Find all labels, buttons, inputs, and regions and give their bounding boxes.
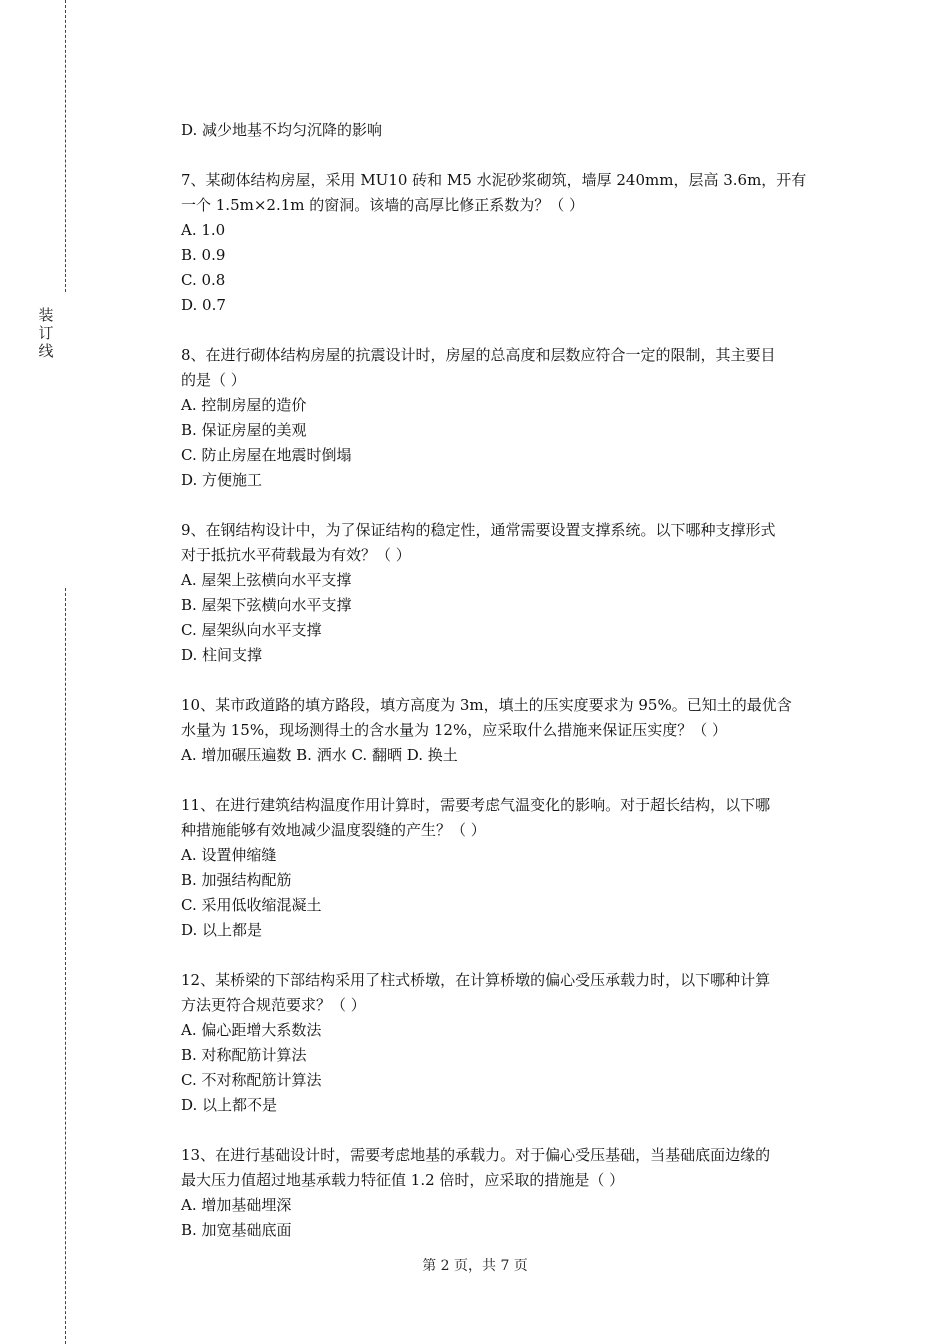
option: D. 柱间支撑: [181, 646, 263, 664]
binding-char: 装: [38, 306, 54, 324]
option: C. 0.8: [181, 271, 226, 289]
question-8: [181, 343, 841, 493]
question-stem-line: 水量为 15%，现场测得土的含水量为 12%，应采取什么措施来保证压实度？（ ）: [181, 721, 727, 739]
binding-dashed-line-top: [65, 0, 66, 292]
option: D. 以上都不是: [181, 1096, 278, 1114]
option: A. 偏心距增大系数法: [181, 1021, 322, 1039]
option: C. 屋架纵向水平支撑: [181, 621, 322, 639]
question-stem-line: 9、在钢结构设计中，为了保证结构的稳定性，通常需要设置支撑系统。以下哪种支撑形式: [181, 521, 776, 539]
question-12: [181, 968, 841, 1118]
option: A. 增加基础埋深: [181, 1196, 292, 1214]
option: A. 控制房屋的造价: [181, 396, 307, 414]
option: B. 保证房屋的美观: [181, 421, 307, 439]
question-stem-line: 一个 1.5m×2.1m 的窗洞。该墙的高厚比修正系数为？（ ）: [181, 196, 585, 214]
question-stem-line: 13、在进行基础设计时，需要考虑地基的承载力。对于偏心受压基础，当基础底面边缘的: [181, 1146, 771, 1164]
option: B. 0.9: [181, 246, 226, 264]
question-stem-line: 方法更符合规范要求？（ ）: [181, 996, 366, 1014]
option: A. 屋架上弦横向水平支撑: [181, 571, 352, 589]
question-stem-line: 8、在进行砌体结构房屋的抗震设计时，房屋的总高度和层数应符合一定的限制，其主要目: [181, 346, 776, 364]
question-stem-line: 最大压力值超过地基承载力特征值 1.2 倍时，应采取的措施是（ ）: [181, 1171, 625, 1189]
question-11: [181, 793, 841, 943]
question-stem-line: 对于抵抗水平荷载最为有效？（ ）: [181, 546, 411, 564]
option: C. 采用低收缩混凝土: [181, 896, 322, 914]
binding-char: 订: [38, 324, 54, 342]
option: B. 屋架下弦横向水平支撑: [181, 596, 352, 614]
binding-dashed-line-bottom: [65, 588, 66, 1344]
question-9: [181, 518, 841, 668]
option: D. 0.7: [181, 296, 226, 314]
question-stem-line: 11、在进行建筑结构温度作用计算时，需要考虑气温变化的影响。对于超长结构，以下哪: [181, 796, 771, 814]
question-10: [181, 693, 841, 768]
question-content: [181, 118, 841, 1243]
question-stem-line: 7、某砌体结构房屋，采用 MU10 砖和 M5 水泥砂浆砌筑，墙厚 240mm，层高 3.6m，开有: [181, 171, 807, 189]
page-footer: 第 2 页，共 7 页: [422, 1258, 528, 1274]
option: D. 以上都是: [181, 921, 263, 939]
question-stem-line: 12、某桥梁的下部结构采用了柱式桥墩，在计算桥墩的偏心受压承载力时，以下哪种计算: [181, 971, 771, 989]
option: B. 加强结构配筋: [181, 871, 292, 889]
option: B. 对称配筋计算法: [181, 1046, 307, 1064]
option: C. 不对称配筋计算法: [181, 1071, 322, 1089]
option: A. 增加碾压遍数 B. 洒水 C. 翻晒 D. 换土: [181, 746, 458, 764]
question-stem-line: 10、某市政道路的填方路段，填方高度为 3m，填土的压实度要求为 95%。已知土的最优含: [181, 696, 792, 714]
option: A. 设置伸缩缝: [181, 846, 277, 864]
binding-char: 线: [38, 342, 54, 360]
option: B. 加宽基础底面: [181, 1221, 292, 1239]
option: D. 方便施工: [181, 471, 263, 489]
question-7: [181, 168, 841, 318]
question-stem-line: 的是（ ）: [181, 371, 246, 389]
option: C. 防止房屋在地震时倒塌: [181, 446, 352, 464]
question-stem-line: 种措施能够有效地减少温度裂缝的产生？（ ）: [181, 821, 486, 839]
option: A. 1.0: [181, 221, 226, 239]
binding-label: [36, 306, 56, 360]
lead-option: D. 减少地基不均匀沉降的影响: [181, 121, 383, 139]
question-13: [181, 1143, 841, 1243]
